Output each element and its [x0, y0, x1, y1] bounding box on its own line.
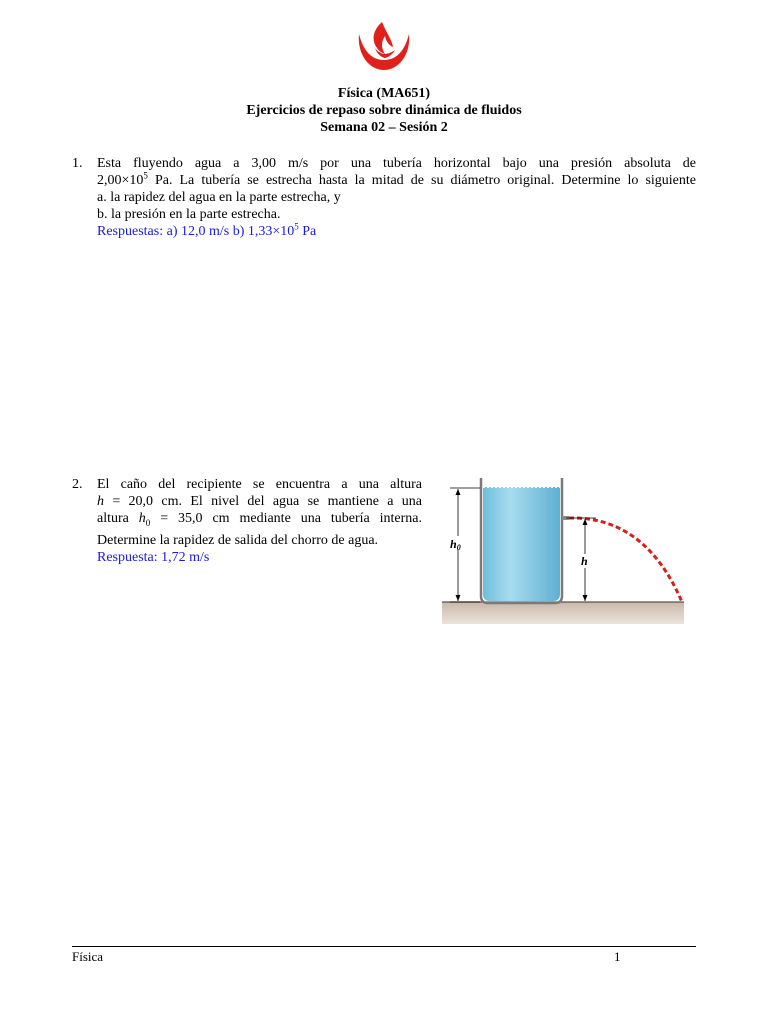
- question-text-line: Determine la rapidez de salida del chorro de agua.: [97, 532, 379, 548]
- question-text: altura: [97, 511, 139, 526]
- footer-divider: [72, 946, 696, 947]
- sub-item-b: b. la presión en la parte estrecha.: [97, 207, 281, 222]
- container-jet-figure: [440, 470, 688, 628]
- variable-subscript: 0: [145, 517, 151, 528]
- h0-label: h0: [450, 537, 461, 552]
- sub-item-a: a. la rapidez del agua en la parte estrecha, y: [97, 190, 341, 205]
- session-label: Semana 02 – Sesión 2: [320, 120, 448, 135]
- question-text-line: Esta fluyendo agua a 3,00 m/s por una tubería horizontal bajo una presión absoluta de: [97, 156, 696, 171]
- question-text-line: El caño del recipiente se encuentra a una altura: [97, 477, 422, 492]
- value-exponent: 5: [143, 170, 148, 181]
- document-subtitle: Ejercicios de repaso sobre dinámica de fluidos: [246, 103, 522, 118]
- variable-h0: h: [138, 511, 146, 526]
- question-number: 1.: [72, 156, 83, 171]
- answer-text: [97, 223, 696, 240]
- answer-text: Respuesta: 1,72 m/s: [97, 549, 210, 565]
- document-title: Física (MA651): [337, 86, 431, 101]
- answer-exponent: 5: [294, 221, 299, 232]
- document-header: [0, 85, 768, 136]
- value-base: 2,00×10: [97, 173, 144, 188]
- page-number: 1: [614, 949, 621, 964]
- question-text-line: [97, 172, 696, 189]
- question-text: = 20,0 cm. El nivel del agua se mantiene a una: [104, 494, 422, 509]
- university-logo: [355, 20, 413, 74]
- answer-unit: Pa: [298, 224, 317, 239]
- variable-h: h: [97, 494, 104, 509]
- question-text: = 35,0 cm mediante una tubería interna.: [150, 511, 422, 526]
- question-text: Pa. La tubería se estrecha hasta la mitad de su diámetro original. Determine lo siguiente: [147, 173, 696, 188]
- ground: [442, 602, 684, 624]
- question-number: 2.: [72, 477, 83, 492]
- footer-course: Física: [72, 949, 104, 964]
- water: [483, 487, 560, 601]
- h-label: h: [581, 554, 588, 568]
- question-text-line: [97, 510, 422, 532]
- answer-base: Respuestas: a) 12,0 m/s b) 1,33×10: [97, 224, 295, 239]
- question-text-line: [97, 493, 422, 510]
